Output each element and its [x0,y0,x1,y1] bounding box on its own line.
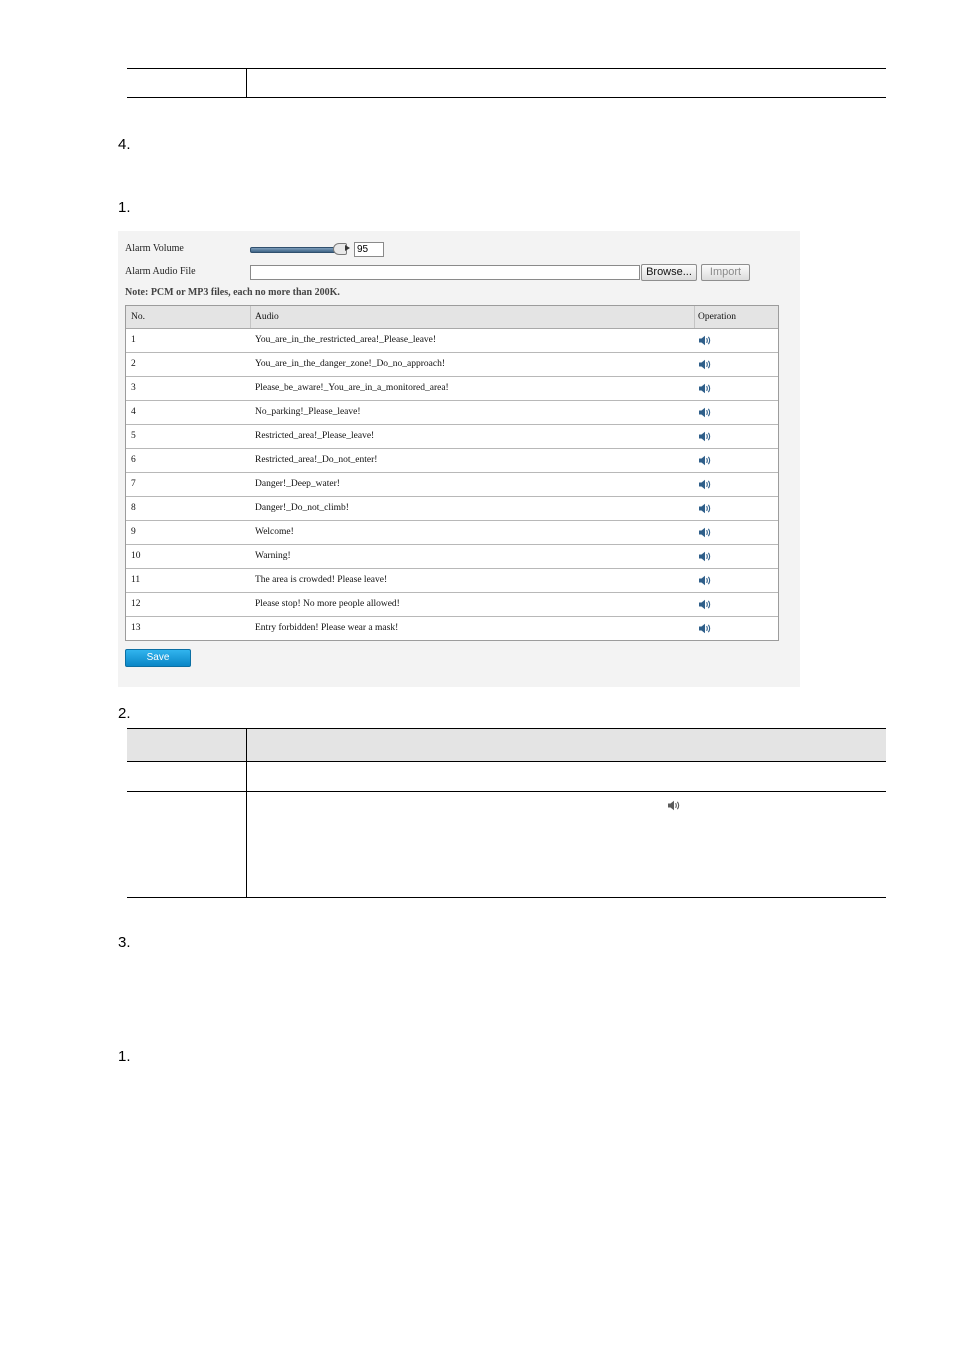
row-number: 1 [131,335,136,345]
table-row [126,329,778,352]
play-speaker-icon[interactable] [698,599,712,610]
lower-table-row-rule [127,791,886,792]
row-audio-name: Warning! [255,551,291,561]
row-number: 5 [131,431,136,441]
top-table-bottom-rule [127,97,886,98]
save-button[interactable]: Save [125,649,191,667]
play-speaker-icon[interactable] [698,575,712,586]
row-number: 8 [131,503,136,513]
row-audio-name: Entry forbidden! Please wear a mask! [255,623,399,633]
play-speaker-icon[interactable] [698,503,712,514]
row-audio-name: The area is crowded! Please leave! [255,575,388,585]
table-body [126,329,778,640]
row-audio-name: No_parking!_Please_leave! [255,407,361,417]
top-table-column-divider [246,68,247,98]
row-number: 9 [131,527,136,537]
table-row [126,424,778,448]
row-number: 4 [131,407,136,417]
play-speaker-icon[interactable] [698,359,712,370]
row-audio-name: Please_be_aware!_You_are_in_a_monitored_area! [255,383,449,393]
play-speaker-icon[interactable] [698,455,712,466]
top-table-top-rule [127,68,886,69]
header-audio: Audio [255,312,279,322]
substep-number-2: 2. [118,705,131,722]
row-number: 6 [131,455,136,465]
table-row [126,400,778,424]
alarm-volume-label: Alarm Volume [125,243,184,254]
play-speaker-icon[interactable] [698,431,712,442]
table-row [126,496,778,520]
table-row [126,520,778,544]
lower-table-top-rule [127,728,886,729]
alarm-audio-file-label: Alarm Audio File [125,266,196,277]
lower-table-header-rule [127,761,886,762]
header-operation: Operation [698,312,736,322]
row-number: 3 [131,383,136,393]
row-audio-name: Welcome! [255,527,294,537]
speaker-icon [667,800,681,811]
table-row [126,472,778,496]
row-number: 12 [131,599,141,609]
play-speaker-icon[interactable] [698,527,712,538]
row-audio-name: Restricted_area!_Please_leave! [255,431,375,441]
row-number: 7 [131,479,136,489]
slider-arrow-icon [345,245,350,251]
table-row [126,376,778,400]
import-button[interactable]: Import [701,264,750,281]
row-number: 2 [131,359,136,369]
row-audio-name: Please stop! No more people allowed! [255,599,400,609]
audio-file-path-input[interactable] [250,265,640,280]
row-audio-name: You_are_in_the_danger_zone!_Do_no_approach! [255,359,446,369]
header-separator [250,306,251,328]
play-speaker-icon[interactable] [698,335,712,346]
play-speaker-icon[interactable] [698,383,712,394]
substep-number-1-second: 1. [118,1048,131,1065]
row-audio-name: Danger!_Deep_water! [255,479,340,489]
row-number: 13 [131,623,141,633]
browse-button[interactable]: Browse... [641,264,697,281]
lower-table-column-divider [246,729,247,897]
row-audio-name: Restricted_area!_Do_not_enter! [255,455,378,465]
row-number: 10 [131,551,141,561]
file-format-note: Note: PCM or MP3 files, each no more than 200K. [125,287,340,298]
table-header [126,306,778,329]
table-row [126,616,778,640]
table-row [126,448,778,472]
audio-list-table [125,305,779,641]
row-audio-name: Danger!_Do_not_climb! [255,503,349,513]
table-row [126,352,778,376]
alarm-volume-input[interactable]: 95 [354,242,384,257]
play-speaker-icon[interactable] [698,551,712,562]
row-audio-name: You_are_in_the_restricted_area!_Please_leave! [255,335,437,345]
row-number: 11 [131,575,141,585]
alarm-volume-slider[interactable] [250,247,340,253]
header-separator [694,306,695,328]
play-speaker-icon[interactable] [698,623,712,634]
lower-table-bottom-rule [127,897,886,898]
play-speaker-icon[interactable] [698,479,712,490]
table-row [126,544,778,568]
substep-number-3: 3. [118,934,131,951]
audio-settings-panel [118,231,800,687]
step-number-4: 4. [118,136,131,153]
table-row [126,592,778,616]
lower-table-header [127,729,886,761]
header-no: No. [131,312,145,322]
table-row [126,568,778,592]
play-speaker-icon[interactable] [698,407,712,418]
substep-number-1: 1. [118,199,131,216]
